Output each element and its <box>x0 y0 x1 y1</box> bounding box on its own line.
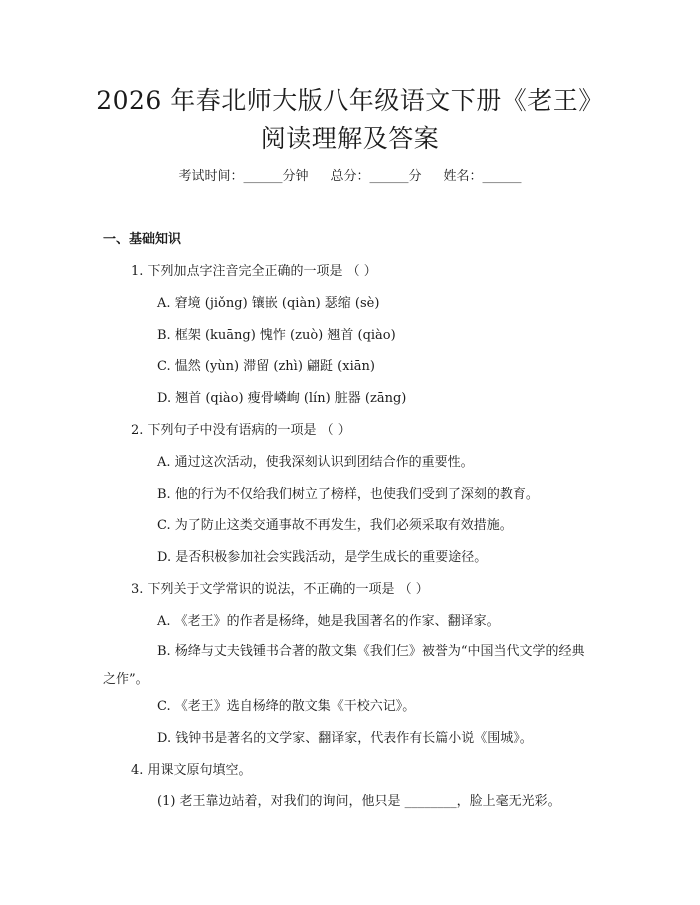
document-title-line-2: 阅读理解及答案 <box>260 124 440 153</box>
question-1-stem: 1. 下列加点字注音完全正确的一项是 （ ） <box>131 264 377 279</box>
question-1-option-b: B. 框架 (kuāng) 愧怍 (zuò) 翘首 (qiào) <box>157 328 396 343</box>
question-1-option-a: A. 窘境 (jiǒng) 镶嵌 (qiàn) 瑟缩 (sè) <box>157 296 380 311</box>
section-heading-basic-knowledge: 一、基础知识 <box>103 232 182 247</box>
question-3-option-a: A. 《老王》的作者是杨绛，她是我国著名的作家、翻译家。 <box>157 614 500 629</box>
exam-meta <box>0 167 700 187</box>
student-name-field: 姓名：______ <box>443 169 522 184</box>
question-3-stem: 3. 下列关于文学常识的说法，不正确的一项是 （ ） <box>131 582 429 597</box>
exam-time-field: 考试时间：______分钟 <box>178 169 309 184</box>
question-2-option-d: D. 是否积极参加社会实践活动，是学生成长的重要途径。 <box>157 550 488 565</box>
question-2-option-b: B. 他的行为不仅给我们树立了榜样，也使我们受到了深刻的教育。 <box>157 487 539 502</box>
question-3-option-c: C. 《老王》选自杨绛的散文集《干校六记》。 <box>157 699 416 714</box>
question-4-stem: 4. 用课文原句填空。 <box>131 763 252 778</box>
question-3-option-b: B. 杨绛与丈夫钱锺书合著的散文集《我们仨》被誉为“中国当代文学的经典之作”。 <box>103 644 585 687</box>
question-1-option-d: D. 翘首 (qiào) 瘦骨嶙峋 (lín) 脏器 (zāng) <box>157 391 407 406</box>
question-2-option-c: C. 为了防止这类交通事故不再发生，我们必须采取有效措施。 <box>157 518 513 533</box>
question-2-stem: 2. 下列句子中没有语病的一项是 （ ） <box>131 423 351 438</box>
question-4-item-1: (1) 老王靠边站着，对我们的询问，他只是 ________，脸上毫无光彩。 <box>157 794 561 809</box>
total-score-field: 总分：______分 <box>330 169 422 184</box>
question-1-option-c: C. 愠然 (yùn) 滞留 (zhì) 翩跹 (xiān) <box>157 359 375 374</box>
question-3-option-d: D. 钱钟书是著名的文学家、翻译家，代表作有长篇小说《围城》。 <box>157 731 533 746</box>
document-title-line-1: 2026 年春北师大版八年级语文下册《老王》 <box>96 86 604 115</box>
question-2-option-a: A. 通过这次活动，使我深刻认识到团结合作的重要性。 <box>157 455 474 470</box>
